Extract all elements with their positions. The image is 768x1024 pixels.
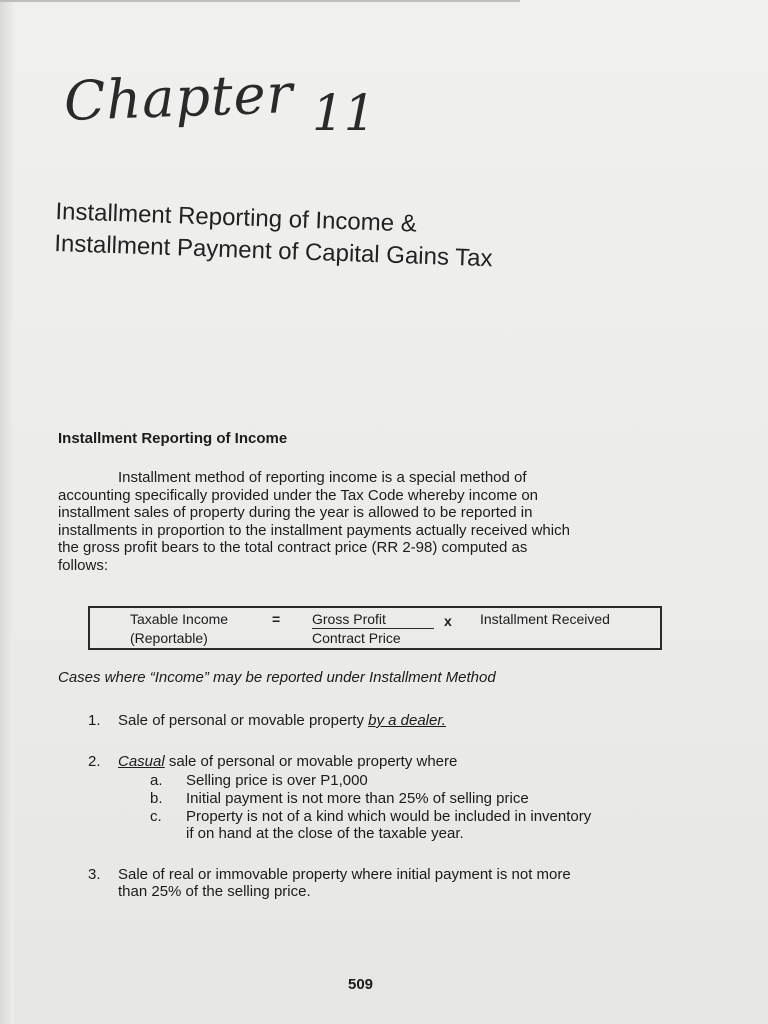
intro-line: Installment method of reporting income is a special method of <box>118 469 527 486</box>
case-number: 1. <box>88 712 101 729</box>
formula-lhs-qualifier: (Reportable) <box>130 630 208 646</box>
formula-numerator: Gross Profit <box>312 611 434 629</box>
intro-line: installment sales of property during the year is allowed to be reported in <box>58 504 533 521</box>
cases-heading: Cases where “Income” may be reported under Installment Method <box>58 669 496 686</box>
top-rule <box>0 0 520 2</box>
section-heading: Installment Reporting of Income <box>58 430 288 447</box>
intro-paragraph <box>58 469 652 574</box>
chapter-number: 11 <box>312 84 376 142</box>
chapter-title-line-2: Installment Payment of Capital Gains Tax <box>53 229 493 273</box>
case-text: Sale of personal or movable property by a dealer. <box>118 712 446 729</box>
page-edge-shadow <box>0 0 14 1024</box>
intro-line: follows: <box>58 556 109 574</box>
intro-line: installments in proportion to the installment payments actually received which <box>58 521 570 539</box>
formula-equals: = <box>272 611 281 627</box>
case-number: 2. <box>88 753 101 770</box>
case-emphasis: by a dealer. <box>368 712 446 729</box>
page-number: 509 <box>348 976 374 993</box>
case-emphasis: Casual <box>118 753 165 770</box>
chapter-title-line-1: Installment Reporting of Income & <box>54 197 418 238</box>
chapter-word: Chapter <box>62 62 295 133</box>
formula-denominator: Contract Price <box>312 630 401 646</box>
formula-lhs: Taxable Income <box>130 611 229 627</box>
case-text: Sale of real or immovable property where initial payment is not more than 25% of the selling price. <box>118 866 571 900</box>
formula-times: x <box>444 613 452 629</box>
case-number: 3. <box>88 866 101 883</box>
formula-rhs: Installment Received <box>480 611 610 627</box>
intro-line: the gross profit bears to the total contract price (RR 2-98) computed as <box>58 539 528 556</box>
case-text: Casual sale of personal or movable property where <box>118 753 458 770</box>
intro-line: accounting specifically provided under the Tax Code whereby income on <box>58 486 539 504</box>
formula-box <box>88 606 662 650</box>
